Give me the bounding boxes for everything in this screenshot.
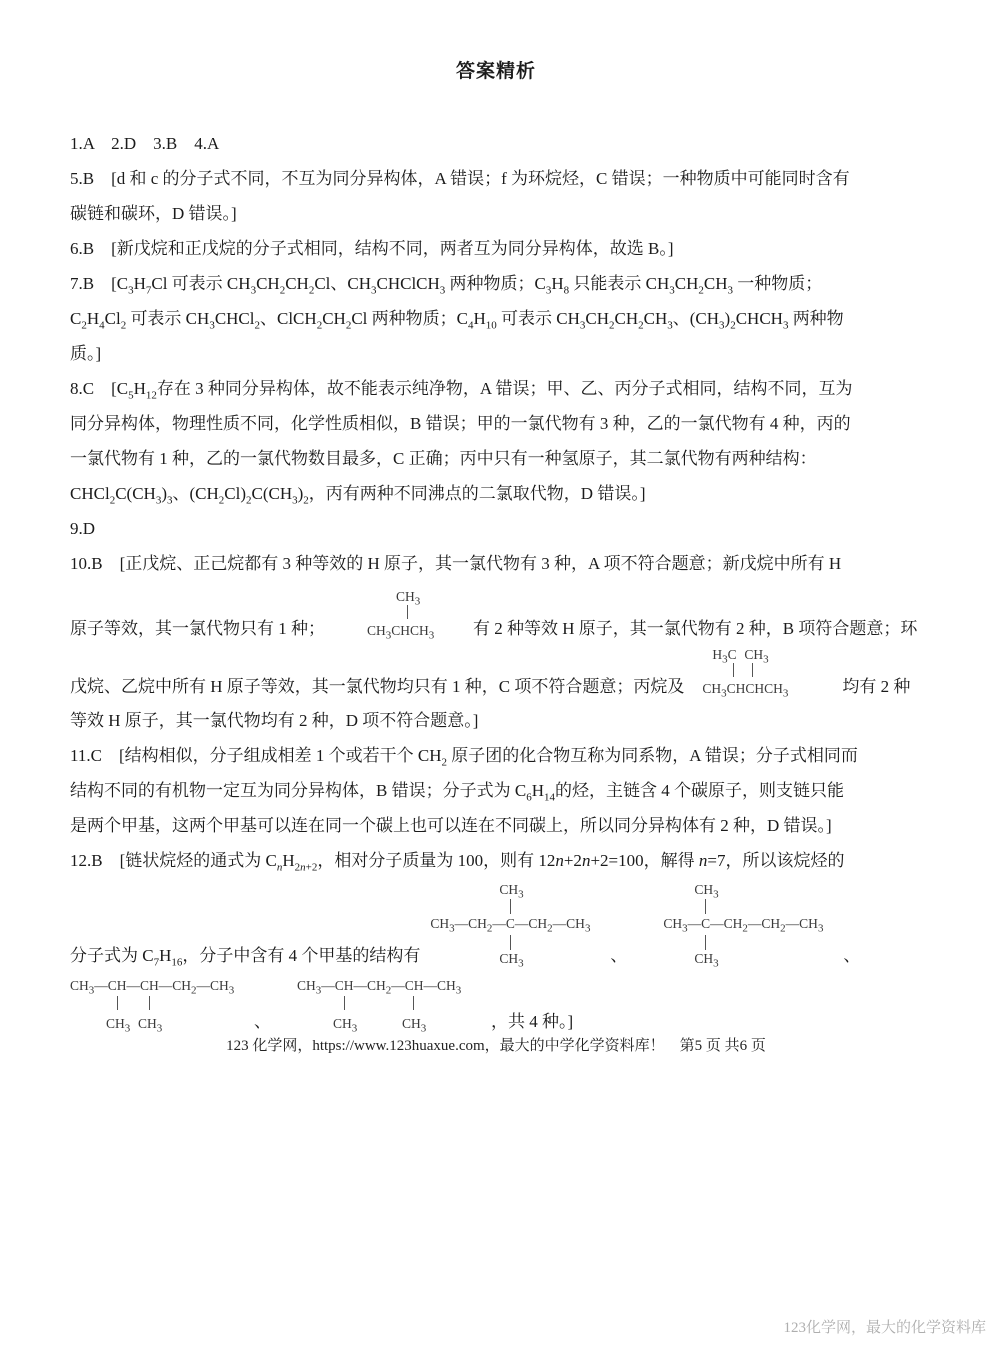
list-separator: 、 xyxy=(843,946,861,965)
explanation-12-structures-row2 xyxy=(70,978,928,1034)
explanation-7-line1: 7.B [$C_3H_7Cl$ 可表示 $CH_3CH_2CH_2Cl$、$CH_3CHClCH_3$ 两种物质；$C_3H_8$ 只能表示 $CH_3CH_2CH_3$ 一种物质； xyxy=(70,274,823,297)
methyl-branch-label: $CH_3$ xyxy=(499,951,524,970)
page-watermark: 123化学网，最大的化学资料库 xyxy=(783,1320,986,1336)
methyl-branch-label: $CH_3$ xyxy=(402,1016,427,1035)
explanation-11-line1: 11.C [结构相似，分子组成相差 1 个或若干个 $CH_2$ 原子团的化合物互称为同系物，A 错误；分子式相同而 xyxy=(70,746,858,769)
explanation-11-line2: 结构不同的有机物一定互为同分异构体，B 错误；分子式为 $C_6H_{14}$的烃，主链含 4 个碳原子，则支链只能 xyxy=(70,781,844,804)
methyl-branch-label: $CH_3$ xyxy=(138,1016,163,1035)
explanation-12-line1: 12.B [链状烷烃的通式为 $C_nH_{2n+2}$，相对分子质量为 100，则有 12n+2n+2=100，解得 n=7，所以该烷烃的 xyxy=(70,851,845,874)
explanation-8-line3: 一氯代物有 1 种，乙的一氯代物数目最多，C 正确；丙中只有一种氢原子，其二氯代物有两种结构： xyxy=(70,449,817,468)
methyl-branch-label: $CH_3$ xyxy=(694,951,719,970)
chain-formula: $CH_3CHCHCH_3$ xyxy=(702,681,789,700)
text-segment: 戊烷、乙烷中所有 H 原子等效，其一氯代物均只有 1 种，C 项不符合题意；丙烷及 xyxy=(70,677,685,696)
methyl-branch-label: $H_3C$ xyxy=(712,647,737,666)
explanation-8-line2: 同分异构体，物理性质不同，化学性质相似，B 错误；甲的一氯代物有 3 种，乙的一氯代物有 4 种，丙的 xyxy=(70,414,851,433)
structure-2-3-dimethylpentane xyxy=(70,978,242,1034)
page-footer: 123 化学网，https://www.123huaxue.com，最大的中学化学资料库！ 第5 页 共6 页 xyxy=(226,1038,766,1054)
explanation-10-line4: 等效 H 原子，其一氯代物均有 2 种，D 项不符合题意。] xyxy=(70,711,479,730)
text-segment: 均有 2 种 xyxy=(842,677,911,696)
answer-content xyxy=(0,86,992,1034)
bond-vertical xyxy=(413,996,414,1010)
structure-isobutane xyxy=(365,589,461,641)
text-segment: 有 2 种等效 H 原子，其一氯代物有 2 种，B 项符合题意；环 xyxy=(473,619,918,638)
text-segment: 原子等效，其一氯代物只有 1 种； xyxy=(70,619,325,638)
explanation-5-line1: 5.B [d 和 c 的分子式不同，不互为同分异构体，A 错误；f 为环烷烃，C 错误；一种物质中可能同时含有 xyxy=(70,169,850,188)
explanation-8-line1: 8.C [$C_5H_{12}$存在 3 种同分异构体，故不能表示纯净物，A 错误；甲、乙、丙分子式相同，结构不同，互为 xyxy=(70,379,853,402)
methyl-branch-label: $CH_3$ xyxy=(694,882,719,901)
text-segment: 分子式为 $C_7H_{16}$，分子中含有 4 个甲基的结构有 xyxy=(70,946,421,969)
answer-9: 9.D xyxy=(70,519,96,538)
explanation-11-line3: 是两个甲基，这两个甲基可以连在同一个碳上也可以连在不同碳上，所以同分异构体有 2 种，D 错误。] xyxy=(70,816,832,835)
structure-2-2-dimethylpentane xyxy=(663,882,831,968)
methyl-branch-label: $CH_3$ xyxy=(396,589,421,608)
chain-formula: $CH_3—CH_2—C—CH_2—CH_3$ xyxy=(430,916,591,935)
explanation-5-line2: 碳链和碳环，D 错误。] xyxy=(70,204,237,223)
chain-formula: $CH_3—CH—CH—CH_2—CH_3$ xyxy=(70,978,235,997)
methyl-branch-label: $CH_3$ xyxy=(106,1016,131,1035)
text-segment: ，共 4 种。] xyxy=(491,1012,574,1031)
structure-2-3-dimethylbutane xyxy=(702,647,828,699)
chain-formula: $CH_3CHCH_3$ xyxy=(367,623,435,642)
bond-vertical xyxy=(510,935,511,950)
answers-1-to-4: 1.A 2.D 3.B 4.A xyxy=(70,134,220,153)
bond-vertical xyxy=(705,935,706,950)
bond-vertical xyxy=(344,996,345,1010)
page-title: 答案精析 xyxy=(455,61,536,82)
bond-vertical xyxy=(510,899,511,914)
methyl-branch-label: $CH_3$ xyxy=(499,882,524,901)
explanation-8-line4: $CHCl_2C(CH_3)_3$、$(CH_2Cl)_2C(CH_3)_2$，丙有两种不同沸点的二氯取代物，D 错误。] xyxy=(70,484,646,507)
bond-vertical xyxy=(149,996,150,1010)
bond-vertical xyxy=(407,605,408,619)
chain-formula: $CH_3—CH—CH_2—CH—CH_3$ xyxy=(297,978,462,997)
bond-vertical xyxy=(117,996,118,1010)
list-separator: 、 xyxy=(610,946,628,965)
bond-vertical xyxy=(733,663,734,677)
list-separator: 、 xyxy=(254,1012,271,1031)
explanation-12-structures-row1 xyxy=(70,882,928,968)
structure-2-4-dimethylpentane xyxy=(297,978,469,1034)
explanation-7-line2: $C_2H_4Cl_2$ 可表示 $CH_3CHCl_2$、$ClCH_2CH_2Cl$ 两种物质；$C_4H_{10}$ 可表示 $CH_3CH_2CH_2CH_3$、$(CH_3)_2CHCH_3$ 两种物 xyxy=(70,309,844,332)
explanation-10-line2 xyxy=(70,589,928,641)
bond-vertical xyxy=(705,899,706,914)
chain-formula: $CH_3—C—CH_2—CH_2—CH_3$ xyxy=(663,916,824,935)
structure-3-3-dimethylpentane xyxy=(430,882,598,968)
explanation-10-line1: 10.B [正戊烷、正己烷都有 3 种等效的 H 原子，其一氯代物有 3 种，A 项不符合题意；新戊烷中所有 H xyxy=(70,554,842,573)
methyl-branch-label: $CH_3$ xyxy=(333,1016,358,1035)
explanation-7-line3: 质。] xyxy=(70,344,102,363)
explanation-6: 6.B [新戊烷和正戊烷的分子式相同，结构不同，两者互为同分异构体，故选 B。] xyxy=(70,239,674,258)
bond-vertical xyxy=(752,663,753,677)
methyl-branch-label: $CH_3$ xyxy=(744,647,769,666)
explanation-10-line3 xyxy=(70,647,928,699)
